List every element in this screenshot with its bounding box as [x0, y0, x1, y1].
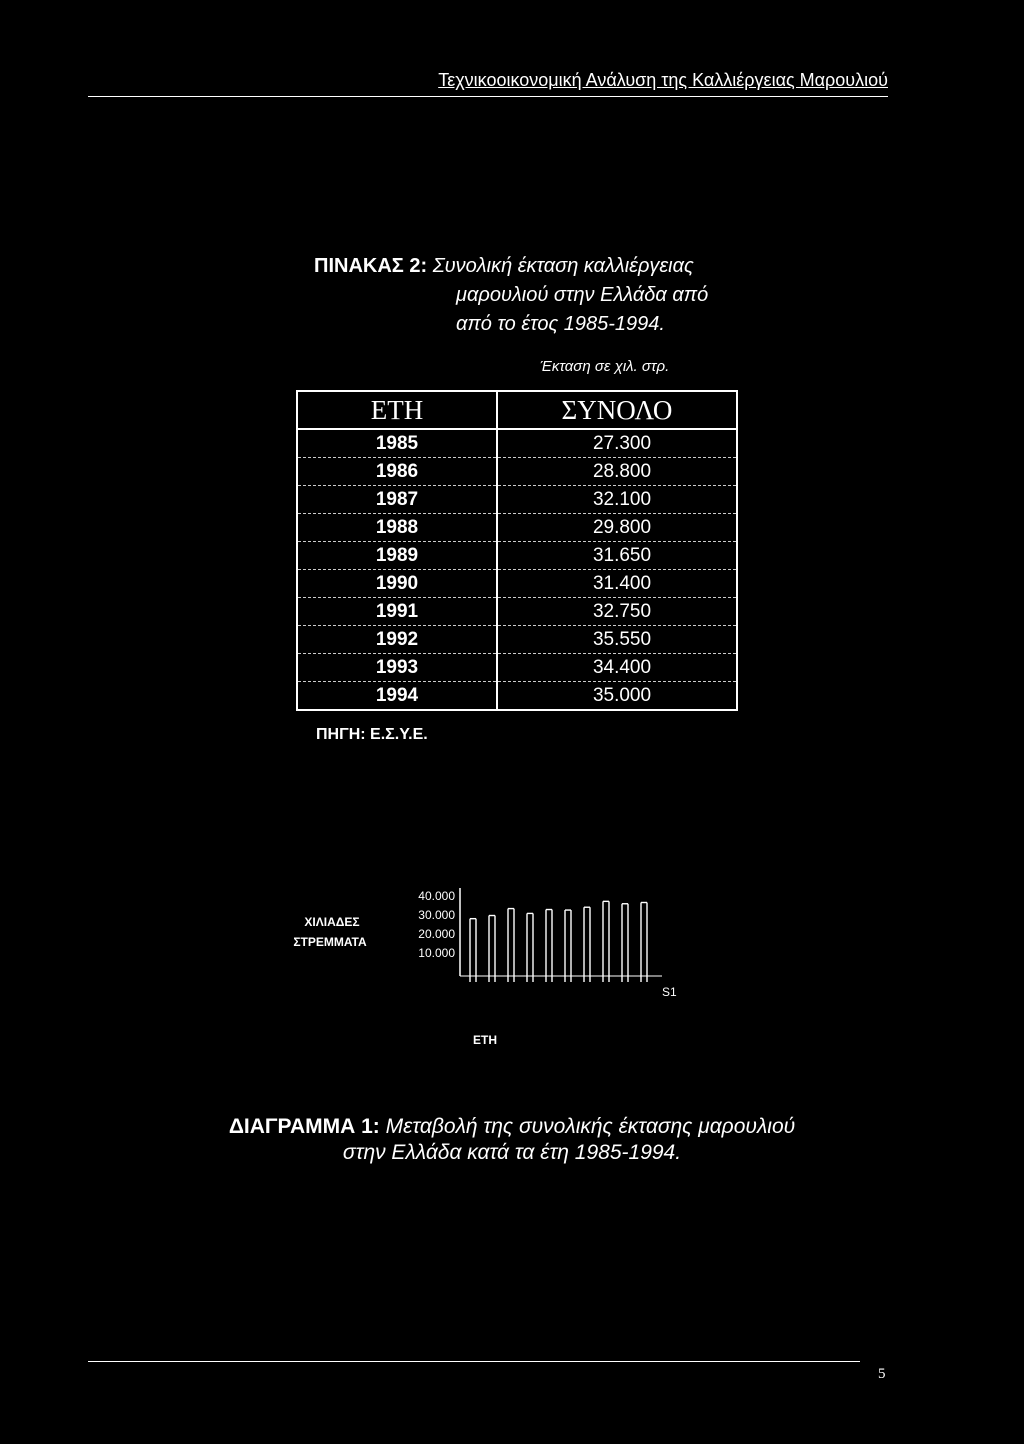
col-total-header: ΣΥΝΟΛΟ — [497, 391, 737, 429]
y-axis-label-line2: ΣΤΡΕΜΜΑΤΑ — [293, 935, 367, 949]
year-cell: 1989 — [297, 542, 497, 570]
bar-1988 — [527, 913, 533, 982]
value-cell: 31.650 — [497, 542, 737, 570]
diagram-caption — [0, 1114, 1024, 1166]
bar-1991 — [584, 907, 590, 982]
table-row — [297, 682, 737, 711]
bar-1989 — [546, 910, 552, 982]
table-row — [297, 458, 737, 486]
year-cell: 1986 — [297, 458, 497, 486]
y-tick-label: 20.000 — [418, 927, 455, 941]
y-tick-labels — [418, 889, 455, 960]
bar-1986 — [489, 916, 495, 982]
bar-1987 — [508, 909, 514, 982]
value-cell: 35.550 — [497, 626, 737, 654]
table-row — [297, 626, 737, 654]
year-cell: 1988 — [297, 514, 497, 542]
y-tick-label: 40.000 — [418, 889, 455, 903]
value-cell: 29.800 — [497, 514, 737, 542]
source-note: ΠΗΓΗ: Ε.Σ.Υ.Ε. — [316, 726, 428, 743]
value-cell: 32.750 — [497, 598, 737, 626]
year-cell: 1993 — [297, 654, 497, 682]
table-row — [297, 654, 737, 682]
year-cell: 1992 — [297, 626, 497, 654]
page-number: 5 — [878, 1366, 886, 1382]
table-row — [297, 486, 737, 514]
data-table — [296, 390, 738, 711]
table-row — [297, 570, 737, 598]
y-axis-label-line1: ΧΙΛΙΑΔΕΣ — [304, 915, 360, 929]
col-years-header: ΕΤΗ — [297, 391, 497, 429]
value-cell: 35.000 — [592, 684, 652, 706]
bar-1993 — [622, 904, 628, 982]
table-caption-line2: μαρουλιού στην Ελλάδα από — [456, 284, 709, 306]
table-caption-line1: Συνολική έκταση καλλιέργειας — [432, 255, 694, 277]
table-row — [297, 542, 737, 570]
unit-note: Έκταση σε χιλ. στρ. — [540, 358, 670, 375]
header-rule — [88, 96, 888, 97]
y-tick-label: 10.000 — [418, 946, 455, 960]
year-cell: 1987 — [297, 486, 497, 514]
table-caption-label: ΠΙΝΑΚΑΣ 2: — [314, 255, 428, 277]
legend-series-label: S1 — [662, 985, 677, 999]
bar-1994 — [641, 903, 647, 983]
bar-1990 — [565, 910, 571, 982]
y-tick-label: 30.000 — [418, 908, 455, 922]
bar-1992 — [603, 901, 609, 982]
table-caption — [314, 252, 794, 339]
year-cell: 1994 — [297, 682, 497, 711]
diagram-caption-line1: Μεταβολή της συνολικής έκτασης μαρουλιού — [385, 1115, 796, 1138]
value-cell: 31.400 — [497, 570, 737, 598]
diagram-caption-line2: στην Ελλάδα κατά τα έτη 1985-1994. — [342, 1141, 682, 1164]
year-cell: 1991 — [297, 598, 497, 626]
x-axis-label: ΕΤΗ — [473, 1033, 497, 1047]
value-cell: 28.800 — [497, 458, 737, 486]
year-cell: 1985 — [297, 429, 497, 458]
bar-chart — [290, 880, 730, 1070]
value-cell: 34.400 — [497, 654, 737, 682]
diagram-caption-label: ΔΙΑΓΡΑΜΜΑ 1: — [228, 1115, 380, 1138]
bars — [470, 901, 647, 982]
table-row — [297, 514, 737, 542]
value-cell: 27.300 — [497, 429, 737, 458]
bar-1985 — [470, 919, 476, 982]
table-row — [297, 429, 737, 458]
table-caption-line3: από το έτος 1985-1994. — [456, 313, 665, 335]
value-cell: 32.100 — [497, 486, 737, 514]
year-cell: 1990 — [297, 570, 497, 598]
footer-rule — [88, 1361, 860, 1362]
table-row — [297, 598, 737, 626]
running-header: Τεχνικοοικονομική Ανάλυση της Καλλιέργειας Μαρουλιού — [438, 70, 888, 90]
table-header-row — [297, 391, 737, 429]
